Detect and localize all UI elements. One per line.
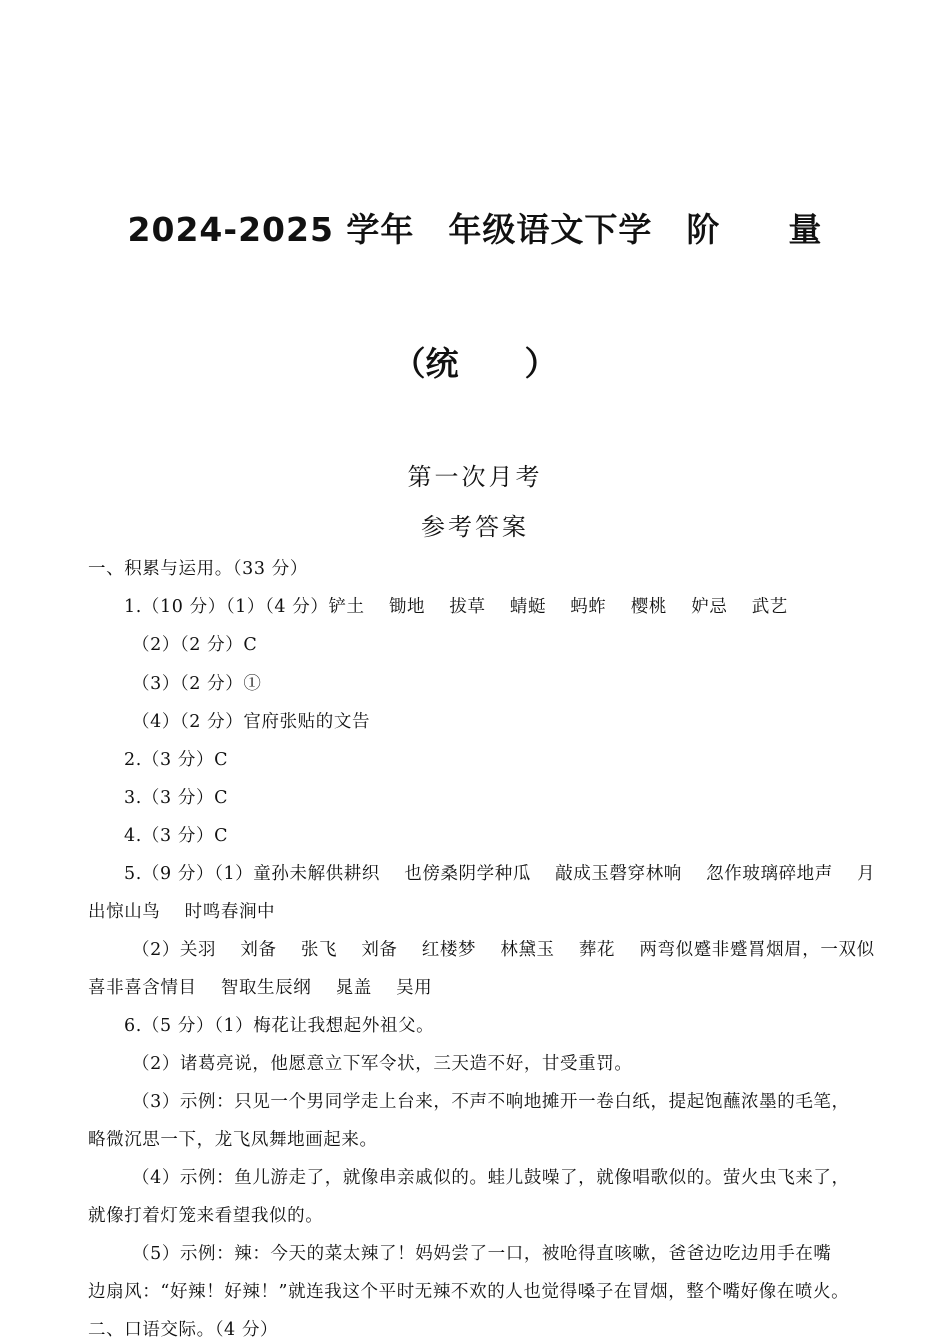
answer-line: 4.（3 分）C xyxy=(124,826,229,846)
answer-line: 一、积累与运用。（33 分） xyxy=(88,559,308,579)
answer-line: 6.（5 分）（1）梅花让我想起外祖父。 xyxy=(124,1016,435,1036)
answer-line: 3.（3 分）C xyxy=(124,788,229,808)
answer-line: 喜非喜含情目 智取生辰纲 晁盖 吴用 xyxy=(88,978,433,998)
answer-line: （2）（2 分）C xyxy=(132,635,258,655)
answer-line: （2）诸葛亮说，他愿意立下军令状，三天造不好，甘受重罚。 xyxy=(132,1054,633,1074)
answer-line: 2.（3 分）C xyxy=(124,750,229,770)
answer-line: （4）（2 分）官府张贴的文告 xyxy=(132,712,371,732)
answer-line: （3）示例：只见一个男同学走上台来，不声不响地摊开一卷白纸，提起饱蘸浓墨的毛笔， xyxy=(132,1092,850,1112)
answer-line: （5）示例：辣：今天的菜太辣了！妈妈尝了一口，被呛得直咳嗽，爸爸边吃边用手在嘴 xyxy=(132,1244,832,1264)
answer-line: 出惊山鸟 时鸣春涧中 xyxy=(88,902,276,922)
answer-line: 就像打着灯笼来看望我似的。 xyxy=(88,1206,324,1226)
answer-line: 边扇风：“好辣！好辣！”就连我这个平时无辣不欢的人也觉得嗓子在冒烟，整个嘴好像在喷火。 xyxy=(88,1282,850,1302)
document-subtitle: （统 ） xyxy=(392,344,558,383)
answer-line: （4）示例：鱼儿游走了，就像串亲戚似的。蛙儿鼓噪了，就像唱歌似的。萤火虫飞来了， xyxy=(132,1168,850,1188)
answer-line: 5.（9 分）（1）童孙未解供耕织 也傍桑阴学种瓜 敲成玉磬穿林响 忽作玻璃碎地声 月 xyxy=(124,864,876,884)
answer-title: 参考答案 xyxy=(421,513,529,541)
answer-line: （3）（2 分）① xyxy=(132,674,262,694)
document-title: 2024-2025 学年 年级语文下学 阶 量 xyxy=(127,210,823,249)
answer-line: 略微沉思一下，龙飞凤舞地画起来。 xyxy=(88,1130,378,1150)
answer-line: 二、口语交际。（4 分） xyxy=(88,1320,279,1340)
answer-line: 1.（10 分）（1）（4 分）铲土 锄地 拔草 蜻蜓 蚂蚱 樱桃 妒忌 武艺 xyxy=(124,597,788,617)
exam-name: 第一次月考 xyxy=(407,463,543,491)
answer-line: （2）关羽 刘备 张飞 刘备 红楼梦 林黛玉 葬花 两弯似蹙非蹙罥烟眉，一双似 xyxy=(132,940,875,960)
